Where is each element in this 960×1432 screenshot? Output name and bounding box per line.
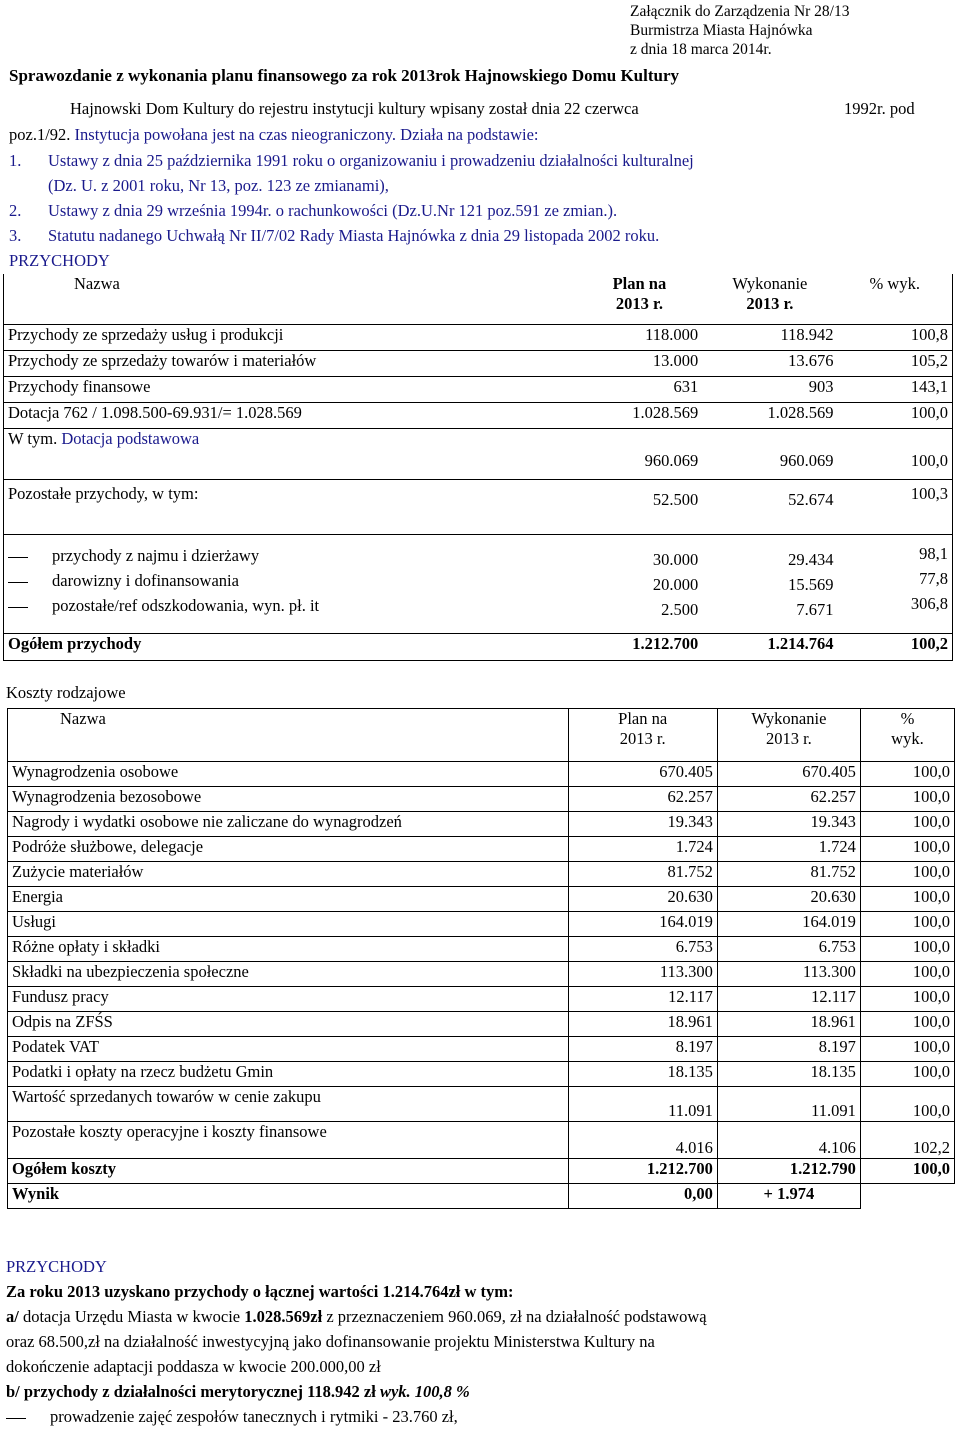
wtym-label: Dotacja podstawowa: [61, 429, 200, 448]
sub-plan: 2.500: [661, 600, 699, 619]
header-line: %: [900, 709, 915, 728]
column-header-name: Nazwa: [4, 274, 577, 325]
summary-item: [6, 1407, 458, 1427]
column-header-exec: [717, 709, 860, 762]
cell-plan: 19.343: [568, 812, 717, 837]
cell-name: Usługi: [8, 912, 569, 937]
cell-exec: 670.405: [717, 762, 860, 787]
cell-pct: 100,0: [860, 1087, 954, 1122]
column-header-plan: [577, 274, 703, 325]
table-row: [4, 429, 953, 480]
sub-plan: 20.000: [652, 575, 699, 594]
cell-exec: 18.135: [717, 1062, 860, 1087]
column-header-exec: [702, 274, 837, 325]
cell-plan: 1.212.700: [577, 634, 703, 661]
table-row: [8, 1037, 955, 1062]
cell-exec-group: [702, 535, 837, 634]
cell-exec: 903: [702, 377, 837, 403]
dash-icon: [8, 557, 28, 558]
cell-exec: 13.676: [702, 351, 837, 377]
cell-exec: 19.343: [717, 812, 860, 837]
table-row: [8, 762, 955, 787]
intro-line-1-end: 1992r. pod: [844, 99, 915, 118]
cell-pct: 100,0: [860, 1062, 954, 1087]
document-title: Sprawozdanie z wykonania planu finansowego za rok 2013rok Hajnowskiego Domu Kultury: [9, 66, 680, 85]
cell-exec: 52.674: [702, 480, 837, 535]
cell-pct: 100,2: [838, 634, 953, 661]
dash-icon: [8, 582, 28, 583]
cell-exec: 1.724: [717, 837, 860, 862]
sub-exec: 15.569: [788, 575, 834, 594]
cell-pct: 100,0: [860, 1012, 954, 1037]
table-row: [8, 1122, 955, 1159]
cell-exec: 4.106: [717, 1122, 860, 1159]
sub-label: darowizny i dofinansowania: [52, 571, 239, 590]
summary-merit: [6, 1382, 470, 1402]
cell-pct: 100,0: [860, 912, 954, 937]
item-marker: a/: [6, 1307, 23, 1326]
summary-dotation-cont: oraz 68.500,zł na działalność inwestycyjną jako dofinansowanie projektu Ministerstwa Kultury na: [6, 1332, 655, 1351]
cell-exec: + 1.974: [717, 1184, 860, 1209]
cell-exec: 81.752: [717, 862, 860, 887]
cell-pct: 100,0: [860, 862, 954, 887]
table-header-row: [8, 709, 955, 762]
table-total-row: [8, 1159, 955, 1184]
costs-table: [7, 708, 955, 1209]
list-item: [8, 543, 573, 568]
sub-exec: 29.434: [788, 550, 834, 569]
cell-exec: 1.212.790: [717, 1159, 860, 1184]
cell-name: Pozostałe koszty operacyjne i koszty finansowe: [8, 1122, 569, 1159]
header-line: Plan na: [618, 709, 668, 728]
table-row: [4, 325, 953, 351]
table-row: [4, 535, 953, 634]
sub-label: przychody z najmu i dzierżawy: [52, 546, 260, 565]
cell-plan: 960.069: [577, 429, 703, 480]
cell-pct: 100,0: [860, 812, 954, 837]
list-item: [8, 593, 573, 618]
cell-exec: 8.197: [717, 1037, 860, 1062]
cell-plan: 670.405: [568, 762, 717, 787]
cell-plan: 8.197: [568, 1037, 717, 1062]
cell-exec: 1.028.569: [702, 403, 837, 429]
cell-pct: 102,2: [860, 1122, 954, 1159]
header-line: wyk.: [891, 729, 924, 748]
cell-name: [4, 429, 577, 480]
cell-pct: 100,0: [860, 762, 954, 787]
column-header-pct: [860, 709, 954, 762]
table-row: [8, 1087, 955, 1122]
cell-plan: 81.752: [568, 862, 717, 887]
table-row: [8, 1012, 955, 1037]
cell-name: Pozostałe przychody, w tym:: [4, 480, 577, 535]
table-row: [8, 937, 955, 962]
cell-plan: 18.135: [568, 1062, 717, 1087]
cell-plan: 1.724: [568, 837, 717, 862]
wtym-prefix: W tym.: [8, 429, 62, 448]
dash-icon: [8, 607, 28, 608]
cell-plan-group: [577, 535, 703, 634]
text-part: dotacja Urzędu Miasta w kwocie: [22, 1307, 245, 1326]
cell-exec: 6.753: [717, 937, 860, 962]
cell-plan: 12.117: [568, 987, 717, 1012]
cell-exec: 164.019: [717, 912, 860, 937]
dash-icon: [6, 1418, 26, 1419]
costs-heading: Koszty rodzajowe: [6, 683, 126, 702]
cell-exec: 118.942: [702, 325, 837, 351]
table-row: [8, 837, 955, 862]
cell-exec: 113.300: [717, 962, 860, 987]
basis-number: 1.: [9, 151, 22, 170]
cell-exec: 960.069: [702, 429, 837, 480]
cell-name: Przychody finansowe: [4, 377, 577, 403]
intro-line-2: [9, 125, 539, 145]
intro-line-1: Hajnowski Dom Kultury do rejestru instytucji kultury wpisany został dnia 22 czerwca: [70, 99, 639, 118]
basis-text: Ustawy z dnia 25 października 1991 roku o organizowaniu i prowadzeniu działalności kulturalnej: [48, 151, 694, 170]
cell-pct: 100,0: [838, 403, 953, 429]
attachment-line: Załącznik do Zarządzenia Nr 28/13: [630, 3, 850, 20]
table-row: [8, 862, 955, 887]
cell-exec: 11.091: [717, 1087, 860, 1122]
sub-pct: 77,8: [919, 569, 948, 588]
header-line: Wykonanie: [732, 274, 808, 293]
cell-pct: 100,0: [860, 1037, 954, 1062]
merit-label: b/ przychody z działalności merytorycznej 118.942 zł: [6, 1382, 380, 1401]
table-row: [4, 403, 953, 429]
summary-dotation-cont: dokończenie adaptacji poddasza w kwocie 200.000,00 zł: [6, 1357, 381, 1376]
cell-pct: 143,1: [838, 377, 953, 403]
cell-exec: 1.214.764: [702, 634, 837, 661]
cell-name: Nagrody i wydatki osobowe nie zaliczane do wynagrodzeń: [8, 812, 569, 837]
cell-name: Dotacja 762 / 1.098.500-69.931/= 1.028.569: [4, 403, 577, 429]
cell-name-group: [4, 535, 577, 634]
cell-exec: 62.257: [717, 787, 860, 812]
header-line: Plan na: [612, 274, 667, 293]
header-line: Wykonanie: [751, 709, 827, 728]
cell-plan: 118.000: [577, 325, 703, 351]
table-row: [8, 962, 955, 987]
cell-exec: 20.630: [717, 887, 860, 912]
cell-pct-group: [838, 535, 953, 634]
table-row: [8, 887, 955, 912]
cell-plan: 164.019: [568, 912, 717, 937]
cell-pct: 100,0: [860, 787, 954, 812]
header-line: 2013 r.: [746, 294, 794, 313]
intro-position: poz.1/92.: [9, 125, 75, 144]
cell-pct: 100,0: [860, 962, 954, 987]
cell-pct: 100,0: [860, 887, 954, 912]
basis-text-cont: (Dz. U. z 2001 roku, Nr 13, poz. 123 ze zmianami),: [48, 176, 389, 195]
cell-name: Odpis na ZFŚS: [8, 1012, 569, 1037]
table-row: [4, 377, 953, 403]
cell-plan: 631: [577, 377, 703, 403]
header-line: 2013 r.: [615, 294, 663, 313]
cell-name: Wynagrodzenia osobowe: [8, 762, 569, 787]
cell-pct: 100,0: [860, 1159, 954, 1184]
sub-pct: 98,1: [919, 544, 948, 563]
basis-text: Ustawy z dnia 29 września 1994r. o rachunkowości (Dz.U.Nr 121 poz.591 ze zmian.).: [48, 201, 618, 220]
cell-name: Fundusz pracy: [8, 987, 569, 1012]
table-header-row: [4, 274, 953, 325]
table-row: [8, 812, 955, 837]
cell-plan: 52.500: [577, 480, 703, 535]
sub-label: pozostałe/ref odszkodowania, wyn. pł. it: [52, 596, 320, 615]
cell-name: Ogółem przychody: [4, 634, 577, 661]
cell-plan: 11.091: [568, 1087, 717, 1122]
basis-text: Statutu nadanego Uchwałą Nr II/7/02 Rady Miasta Hajnówka z dnia 29 listopada 2002 roku.: [48, 226, 660, 245]
intro-institution: Instytucja powołana jest na czas nieograniczony. Działa na podstawie:: [74, 125, 539, 144]
cell-name: Podatek VAT: [8, 1037, 569, 1062]
table-result-row: [8, 1184, 955, 1209]
cell-plan: 13.000: [577, 351, 703, 377]
costs-rows: [8, 762, 955, 1087]
header-line: 2013 r.: [619, 729, 666, 748]
cell-pct: 100,0: [838, 429, 953, 480]
column-header-pct: % wyk.: [838, 274, 953, 325]
cell-pct: 100,3: [838, 480, 953, 535]
cell-plan: 113.300: [568, 962, 717, 987]
text-part: z przeznaczeniem 960.069, zł na działalność podstawową: [322, 1307, 707, 1326]
table-row: [8, 787, 955, 812]
cell-plan: 6.753: [568, 937, 717, 962]
table-total-row: [4, 634, 953, 661]
list-item: [8, 568, 573, 593]
sub-pct: 306,8: [910, 594, 948, 613]
column-header-name: Nazwa: [8, 709, 569, 762]
merit-pct: wyk. 100,8 %: [379, 1382, 470, 1401]
cell-name: Energia: [8, 887, 569, 912]
attachment-note: [630, 2, 849, 59]
cell-name: Składki na ubezpieczenia społeczne: [8, 962, 569, 987]
cell-exec: 18.961: [717, 1012, 860, 1037]
cell-name: Wynagrodzenia bezosobowe: [8, 787, 569, 812]
cell-exec: 12.117: [717, 987, 860, 1012]
table-row: [4, 351, 953, 377]
header-line: 2013 r.: [765, 729, 812, 748]
revenue-heading: PRZYCHODY: [9, 251, 110, 270]
cell-plan: 18.961: [568, 1012, 717, 1037]
cell-name: Zużycie materiałów: [8, 862, 569, 887]
cell-pct: 100,0: [860, 987, 954, 1012]
cell-plan: 20.630: [568, 887, 717, 912]
summary-heading: PRZYCHODY: [6, 1257, 107, 1276]
basis-number: 2.: [9, 201, 22, 220]
table-row: [8, 987, 955, 1012]
cell-name: Wynik: [8, 1184, 569, 1209]
item-text: prowadzenie zajęć zespołów tanecznych i rytmiki - 23.760 zł,: [50, 1407, 458, 1426]
cell-plan: 1.212.700: [568, 1159, 717, 1184]
summary-dotation: [6, 1307, 707, 1327]
cell-plan: 4.016: [568, 1122, 717, 1159]
cell-pct: 105,2: [838, 351, 953, 377]
cell-pct: 100,8: [838, 325, 953, 351]
table-row: [4, 480, 953, 535]
cell-name: Przychody ze sprzedaży towarów i materiałów: [4, 351, 577, 377]
cell-plan: 1.028.569: [577, 403, 703, 429]
attachment-line: Burmistrza Miasta Hajnówka: [630, 22, 813, 39]
amount: 1.028.569zł: [244, 1307, 323, 1326]
table-row: [8, 912, 955, 937]
table-row: [8, 1062, 955, 1087]
cell-name: Przychody ze sprzedaży usług i produkcji: [4, 325, 577, 351]
column-header-plan: [568, 709, 717, 762]
cell-name: Podróże służbowe, delegacje: [8, 837, 569, 862]
sub-exec: 7.671: [796, 600, 834, 619]
sub-plan: 30.000: [652, 550, 699, 569]
cell-plan: 0,00: [568, 1184, 717, 1209]
revenue-table: [3, 274, 953, 661]
cell-pct: [860, 1184, 954, 1209]
cell-pct: 100,0: [860, 837, 954, 862]
cell-name: Wartość sprzedanych towarów w cenie zakupu: [8, 1087, 569, 1122]
cell-pct: 100,0: [860, 937, 954, 962]
attachment-line: z dnia 18 marca 2014r.: [630, 41, 772, 58]
cell-name: Ogółem koszty: [8, 1159, 569, 1184]
summary-line: Za roku 2013 uzyskano przychody o łącznej wartości 1.214.764zł w tym:: [6, 1282, 514, 1301]
basis-number: 3.: [9, 226, 22, 245]
cell-plan: 62.257: [568, 787, 717, 812]
cell-name: Różne opłaty i składki: [8, 937, 569, 962]
cell-name: Podatki i opłaty na rzecz budżetu Gmin: [8, 1062, 569, 1087]
